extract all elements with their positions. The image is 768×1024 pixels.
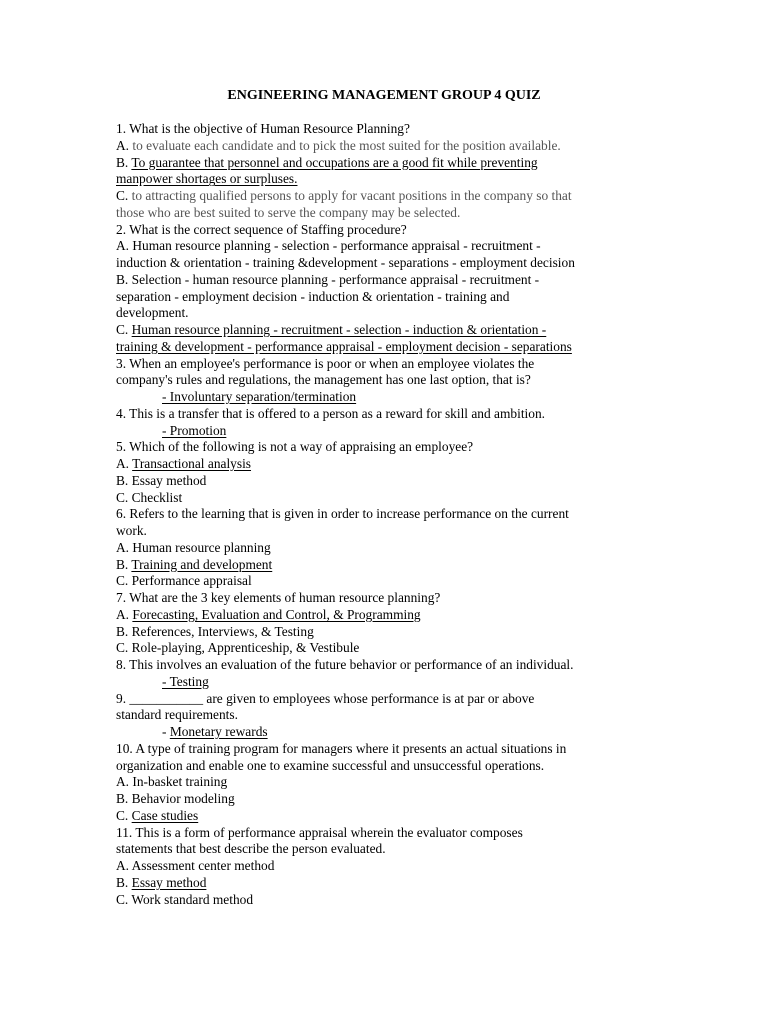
q6-option-a-text: A. Human resource planning (116, 539, 271, 555)
q1-question-text: 1. What is the objective of Human Resource Planning? (116, 121, 410, 136)
q10-option-c-prefix: C. (116, 807, 132, 823)
q10-question-text: 10. A type of training program for managers where it presents an actual situations in (116, 740, 567, 756)
q11-option-a (116, 858, 656, 875)
q9-answer-prefix: - (162, 724, 170, 739)
q11-question-cont (116, 841, 656, 858)
q1-option-a-text: to evaluate each candidate and to pick the most suited for the position available. (132, 137, 561, 153)
q6-option-b (116, 557, 656, 574)
q9-question-text: 9. ___________ are given to employees whose performance is at par or above (116, 690, 535, 706)
q11-option-c-text: C. Work standard method (116, 891, 254, 907)
q2-option-b-cont-text: separation - employment decision - induction & orientation - training and (116, 288, 510, 304)
q2-option-c-cont-text: training & development - performance appraisal - employment decision - separations (116, 338, 572, 354)
q11-question-text: 11. This is a form of performance appraisal wherein the evaluator composes (116, 824, 523, 840)
q5-option-c-text: C. Checklist (116, 489, 183, 505)
q5-option-a-prefix: A. (116, 456, 133, 471)
q7-option-c-text: C. Role-playing, Apprenticeship, & Vestibule (116, 640, 360, 656)
q2-option-b-text: B. Selection - human resource planning - performance appraisal - recruitment - (116, 271, 540, 287)
q1-option-a-prefix: A. (116, 137, 133, 153)
q6-question-cont (116, 523, 656, 540)
q10-option-a-text: A. In-basket training (116, 774, 228, 790)
q6-option-c (116, 573, 656, 590)
q2-option-c-prefix: C. (116, 322, 132, 337)
q2-option-c-text: Human resource planning - recruitment - selection - induction & orientation - (131, 322, 547, 337)
q5-question (116, 439, 656, 456)
q2-question (116, 222, 656, 239)
q5-option-a (116, 456, 656, 473)
q6-question-text: 6. Refers to the learning that is given in order to increase performance on the current (116, 506, 569, 522)
document-title: ENGINEERING MANAGEMENT GROUP 4 QUIZ (227, 88, 541, 103)
q8-question-text: 8. This involves an evaluation of the future behavior or performance of an individual. (116, 657, 574, 672)
q11-option-b-text: Essay method (131, 874, 207, 890)
q9-question-cont-text: standard requirements. (116, 707, 238, 723)
q10-question (116, 741, 656, 758)
q5-option-b (116, 473, 656, 490)
q3-question-text: 3. When an employee's performance is poor or when an employee violates the (116, 355, 535, 371)
q11-option-c (116, 892, 656, 909)
quiz-body (116, 121, 656, 908)
q10-question-cont-text: organization and enable one to examine successful and unsuccessful operations. (116, 757, 545, 773)
q7-option-b (116, 624, 656, 641)
q1-option-c-cont-text: those who are best suited to serve the company may be selected. (116, 204, 461, 220)
q8-answer-text: - Testing (162, 673, 209, 689)
q2-option-a-cont (116, 255, 656, 272)
q8-answer (116, 674, 656, 691)
q6-option-c-text: C. Performance appraisal (116, 573, 252, 589)
q6-question-cont-text: work. (116, 523, 147, 538)
q4-question (116, 406, 656, 423)
q1-option-a (116, 138, 656, 155)
q6-option-b-text: Training and development (131, 556, 273, 572)
q2-option-a-text: A. Human resource planning - selection - performance appraisal - recruitment - (116, 238, 541, 254)
q11-option-a-text: A. Assessment center method (116, 858, 275, 873)
q10-option-b (116, 791, 656, 808)
q1-option-b-cont-text: manpower shortages or surpluses. (116, 171, 298, 187)
q1-option-b-prefix: B. (116, 154, 132, 170)
q7-option-c (116, 640, 656, 657)
q9-question-cont (116, 707, 656, 724)
q2-option-b (116, 272, 656, 289)
q2-option-b-cont2 (116, 305, 656, 322)
q2-question-text: 2. What is the correct sequence of Staffing procedure? (116, 221, 407, 237)
q11-question-cont-text: statements that best describe the person evaluated. (116, 841, 386, 857)
q5-option-a-text: Transactional analysis (132, 456, 252, 471)
q4-answer-text: - Promotion (162, 422, 227, 438)
q1-option-c-prefix: C. (116, 188, 132, 203)
q10-option-b-text: B. Behavior modeling (116, 791, 235, 806)
q1-option-b-text: To guarantee that personnel and occupations are a good fit while preventing (131, 154, 538, 170)
q3-answer-text: - Involuntary separation/termination (162, 389, 357, 404)
q6-option-b-prefix: B. (116, 556, 132, 572)
q4-answer (116, 423, 656, 440)
q7-option-a-prefix: A. (116, 606, 133, 622)
q1-question (116, 121, 656, 138)
q7-option-a (116, 607, 656, 624)
q7-option-b-text: B. References, Interviews, & Testing (116, 623, 314, 639)
q11-option-b (116, 875, 656, 892)
q2-option-b-cont2-text: development. (116, 305, 189, 321)
q2-option-c (116, 322, 656, 339)
q9-answer-text: Monetary rewards (169, 724, 268, 739)
q1-option-c-cont (116, 205, 656, 222)
q2-option-a-cont-text: induction & orientation - training &development - separations - employment decision (116, 255, 575, 270)
q2-option-a (116, 238, 656, 255)
q6-option-a (116, 540, 656, 557)
q3-question-cont (116, 372, 656, 389)
q2-option-b-cont (116, 289, 656, 306)
q7-option-a-text: Forecasting, Evaluation and Control, & Programming (132, 606, 421, 622)
q6-question (116, 506, 656, 523)
q8-question (116, 657, 656, 674)
q10-option-c (116, 808, 656, 825)
q10-option-a (116, 774, 656, 791)
q10-option-c-text: Case studies (131, 807, 199, 823)
q7-question-text: 7. What are the 3 key elements of human resource planning? (116, 590, 441, 605)
q1-option-b (116, 155, 656, 172)
q5-question-text: 5. Which of the following is not a way of appraising an employee? (116, 439, 474, 455)
q5-option-b-text: B. Essay method (116, 472, 207, 488)
q11-option-b-prefix: B. (116, 874, 132, 890)
q9-question (116, 691, 656, 708)
q10-question-cont (116, 758, 656, 775)
q11-question (116, 825, 656, 842)
q1-option-c-text: to attracting qualified persons to apply for vacant positions in the company so that (131, 188, 572, 203)
q4-question-text: 4. This is a transfer that is offered to a person as a reward for skill and ambition. (116, 405, 546, 421)
q3-question (116, 356, 656, 373)
q7-question (116, 590, 656, 607)
q1-option-c (116, 188, 656, 205)
q3-question-cont-text: company's rules and regulations, the management has one last option, that is? (116, 372, 531, 388)
q1-option-b-cont (116, 171, 656, 188)
q5-option-c (116, 490, 656, 507)
q9-answer (116, 724, 656, 741)
q3-answer (116, 389, 656, 406)
q2-option-c-cont (116, 339, 656, 356)
